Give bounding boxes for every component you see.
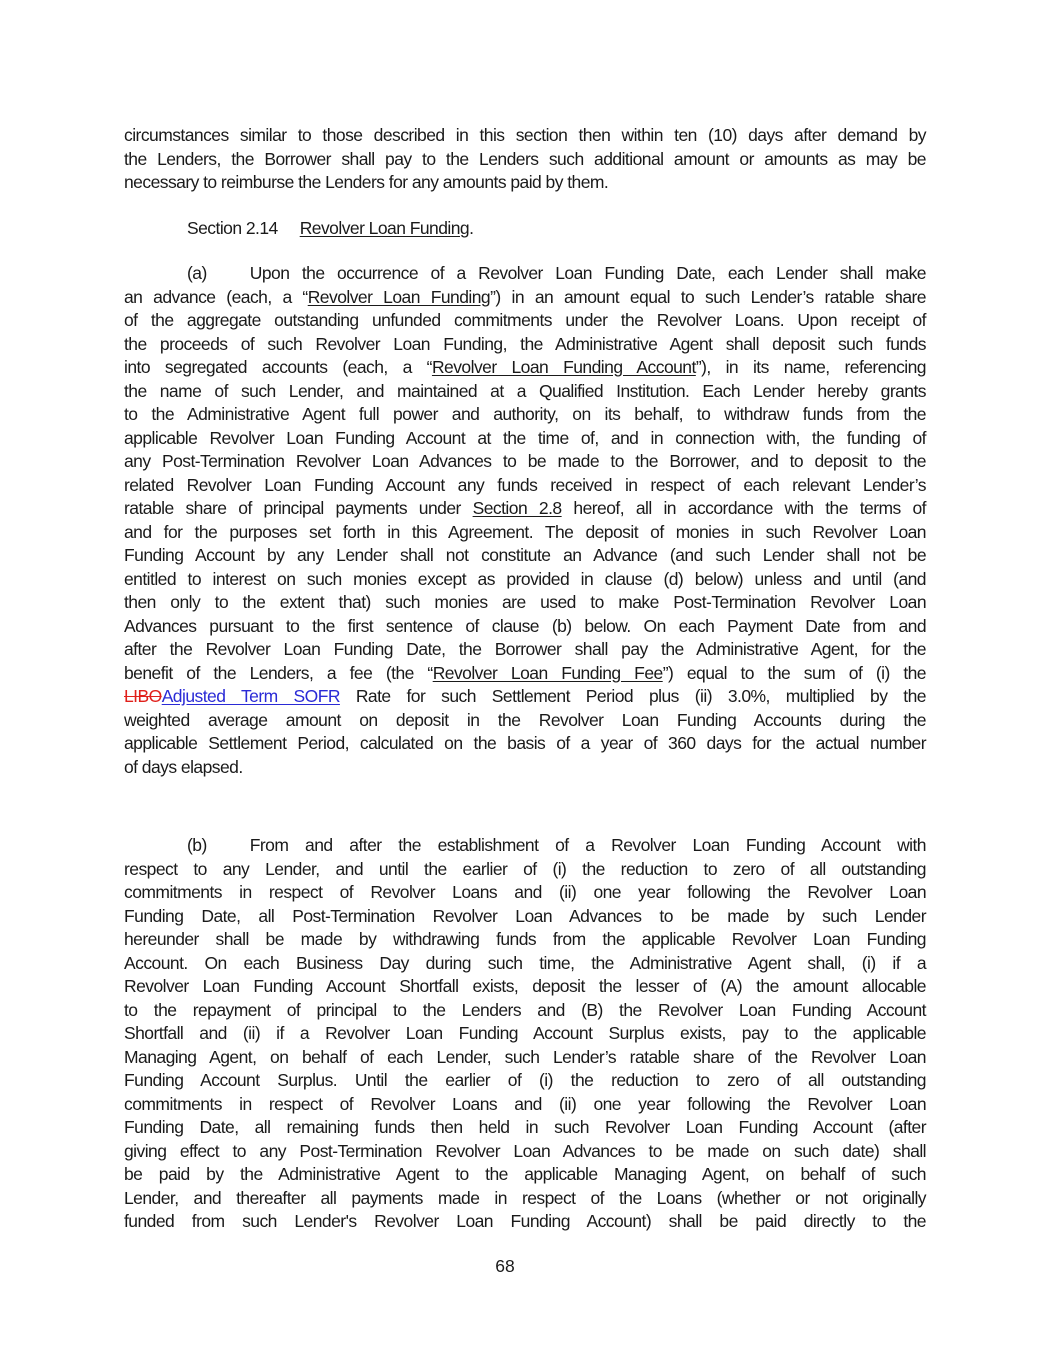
text-line: (a) Upon the occurrence of a Revolver Loan Funding Date, each Lender shall make	[187, 263, 926, 283]
text-line: Revolver Loan Funding Account Shortfall exists, deposit the lesser of (A) the amount allocable	[124, 976, 926, 996]
text-line: Account. On each Business Day during such time, the Administrative Agent shall, (i) if a	[124, 952, 926, 973]
redline-deletion: LIBO	[124, 686, 162, 706]
section-title: Revolver Loan Funding	[299, 218, 470, 238]
clause-a-paragraph	[124, 262, 926, 779]
text-line: the Lenders, the Borrower shall pay to the Lenders such additional amount or amounts as may be	[124, 148, 926, 169]
text-line: an advance (each, a “Revolver Loan Funding”) in an amount equal to such Lender’s ratable share	[124, 286, 926, 307]
cross-reference-section-2-8[interactable]: Section 2.8	[472, 498, 562, 518]
carryover-paragraph	[124, 124, 926, 195]
text-line: entitled to interest on such monies except as provided in clause (d) below) unless and until (and	[124, 568, 926, 589]
text-line: commitments in respect of Revolver Loans and (ii) one year following the Revolver Loan	[124, 882, 926, 902]
text-line: hereunder shall be made by withdrawing funds from the applicable Revolver Loan Funding	[124, 929, 926, 949]
text-line: to the repayment of principal to the Lenders and (B) the Revolver Loan Funding Account	[124, 999, 926, 1020]
text-line: (b) From and after the establishment of a Revolver Loan Funding Account with	[187, 835, 926, 855]
text-line: applicable Revolver Loan Funding Account at the time of, and in connection with, the funding of	[124, 427, 926, 448]
clause-b-paragraph	[124, 834, 926, 1234]
text-line: applicable Settlement Period, calculated on the basis of a year of 360 days for the actual number	[124, 733, 926, 753]
text-line: any Post-Termination Revolver Loan Advances to be made to the Borrower, and to deposit to the	[124, 451, 926, 471]
text-line: then only to the extent that) such monies are used to make Post-Termination Revolver Loan	[124, 592, 926, 612]
text-line: after the Revolver Loan Funding Date, the Borrower shall pay the Administrative Agent, for the	[124, 639, 926, 659]
text-line: related Revolver Loan Funding Account any funds received in respect of each relevant Lender’s	[124, 474, 926, 495]
clause-label: (a)	[187, 263, 207, 283]
defined-term-revolver-loan-funding-account: Revolver Loan Funding Account	[431, 357, 696, 377]
text-line: into segregated accounts (each, a “Revolver Loan Funding Account”), in its name, referencing	[124, 357, 926, 377]
clause-label: (b)	[187, 835, 207, 855]
defined-term-revolver-loan-funding-fee: Revolver Loan Funding Fee	[432, 662, 663, 683]
text-line: necessary to reimburse the Lenders for any amounts paid by them.	[124, 172, 609, 192]
section-title-period: .	[469, 218, 474, 238]
text-line: be paid by the Administrative Agent to the applicable Managing Agent, on behalf of such	[124, 1164, 926, 1184]
text-line: Advances pursuant to the first sentence of clause (b) below. On each Payment Date from and	[124, 615, 926, 636]
text-line: the name of such Lender, and maintained at a Qualified Institution. Each Lender hereby grants	[124, 380, 926, 401]
text-line: and for the purposes set forth in this Agreement. The deposit of monies in such Revolver Loan	[124, 521, 926, 542]
text-line: Funding Date, all remaining funds then held in such Revolver Loan Funding Account (after	[124, 1117, 926, 1137]
section-number: Section 2.14	[187, 218, 278, 238]
text-line: Managing Agent, on behalf of each Lender, such Lender’s ratable share of the Revolver Loan	[124, 1046, 926, 1067]
text-line: Funding Account Surplus. Until the earlier of (i) the reduction to zero of all outstanding	[124, 1070, 926, 1090]
text-line: benefit of the Lenders, a fee (the “Revolver Loan Funding Fee”) equal to the sum of (i) the	[124, 662, 926, 683]
text-line: giving effect to any Post-Termination Revolver Loan Advances to be made on such date) shall	[124, 1140, 926, 1161]
text-line: Lender, and thereafter all payments made in respect of the Loans (whether or not originally	[124, 1187, 926, 1208]
text-line: the proceeds of such Revolver Loan Funding, the Administrative Agent shall deposit such funds	[124, 333, 926, 354]
text-line: funded from such Lender's Revolver Loan Funding Account) shall be paid directly to the	[124, 1211, 926, 1231]
text-line: Funding Date, all Post-Termination Revolver Loan Advances to be made by such Lender	[124, 905, 926, 926]
redline-line: LIBOAdjusted Term SOFR Rate for such Settlement Period plus (ii) 3.0%, multiplied by the	[124, 686, 926, 706]
text-line: Shortfall and (ii) if a Revolver Loan Funding Account Surplus exists, pay to the applicable	[124, 1023, 926, 1043]
text-line: to the Administrative Agent full power and authority, on its behalf, to withdraw funds from the	[124, 404, 926, 424]
section-heading	[124, 217, 926, 241]
text-line: of the aggregate outstanding unfunded commitments under the Revolver Loans. Upon receipt of	[124, 310, 926, 330]
defined-term-revolver-loan-funding: Revolver Loan Funding	[307, 286, 491, 307]
text-line: circumstances similar to those described in this section then within ten (10) days after demand by	[124, 125, 926, 145]
text-line: weighted average amount on deposit in the Revolver Loan Funding Accounts during the	[124, 709, 926, 730]
text-line: Funding Account by any Lender shall not constitute an Advance (and such Lender shall not be	[124, 545, 926, 565]
text-line: ratable share of principal payments under Section 2.8 hereof, all in accordance with the terms of	[124, 498, 926, 518]
text-line: of days elapsed.	[124, 756, 243, 777]
page-number: 68	[495, 1256, 515, 1276]
text-line: respect to any Lender, and until the earlier of (i) the reduction to zero of all outstanding	[124, 858, 926, 879]
redline-insertion: Adjusted Term SOFR	[161, 686, 340, 706]
text-line: commitments in respect of Revolver Loans and (ii) one year following the Revolver Loan	[124, 1093, 926, 1114]
